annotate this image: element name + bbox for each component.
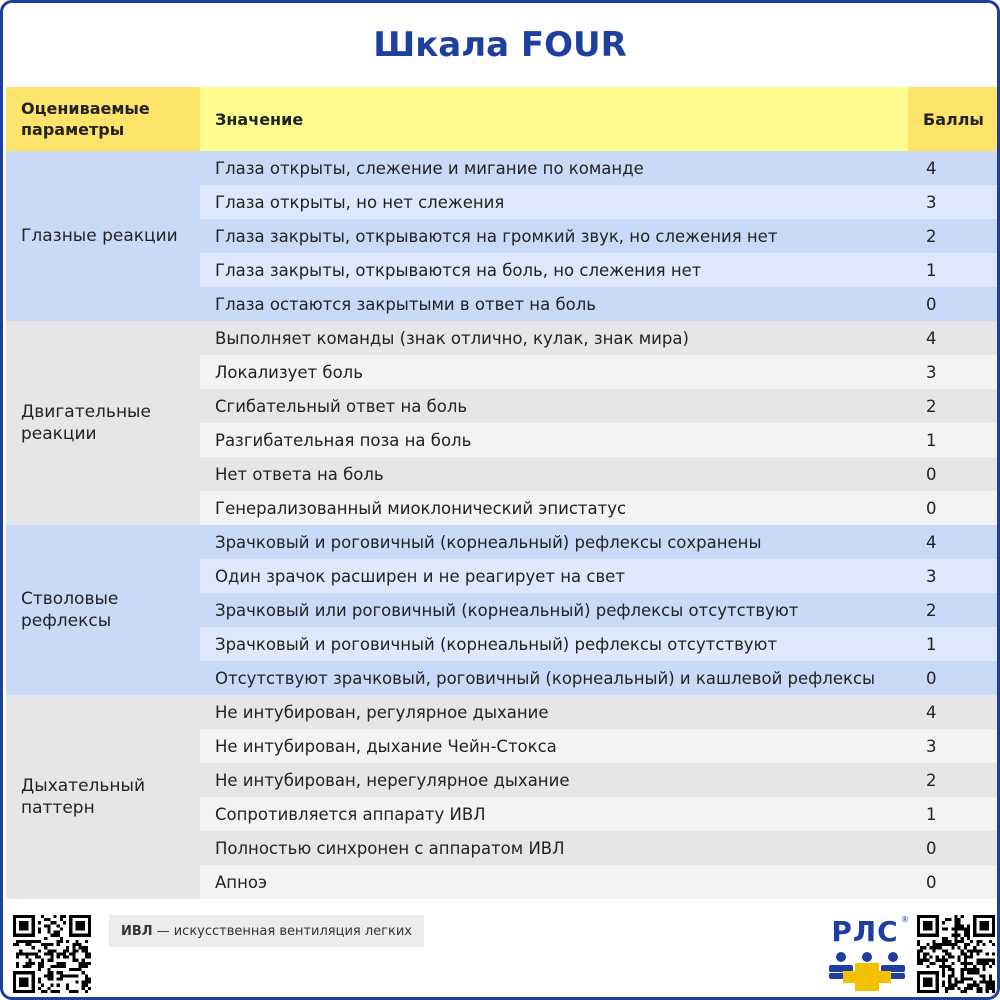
score-cell: 1 — [908, 423, 1000, 457]
score-cell: 4 — [908, 321, 1000, 355]
four-scale-table — [6, 87, 1000, 899]
score-cell: 4 — [908, 695, 1000, 729]
parameter-rows — [200, 695, 1000, 899]
logo-text: РЛС — [831, 915, 899, 948]
table-row — [200, 185, 1000, 219]
score-cell: 1 — [908, 253, 1000, 287]
value-cell: Зрачковый и роговичный (корнеальный) рефлексы сохранены — [200, 525, 908, 559]
logo-registered-mark: ® — [901, 915, 909, 924]
parameter-group — [6, 321, 1000, 525]
table-row — [200, 491, 1000, 525]
parameter-name: Глазные реакции — [6, 151, 200, 321]
table-row — [200, 151, 1000, 185]
parameter-name: Двигательные реакции — [6, 321, 200, 525]
value-cell: Разгибательная поза на боль — [200, 423, 908, 457]
table-row — [200, 763, 1000, 797]
score-cell: 0 — [908, 457, 1000, 491]
table-row — [200, 797, 1000, 831]
value-cell: Не интубирован, регулярное дыхание — [200, 695, 908, 729]
table-row — [200, 627, 1000, 661]
score-cell: 4 — [908, 151, 1000, 185]
logo-cross-icon — [827, 951, 907, 993]
value-cell: Глаза закрыты, открываются на боль, но слежения нет — [200, 253, 908, 287]
value-cell: Не интубирован, нерегулярное дыхание — [200, 763, 908, 797]
value-cell: Глаза остаются закрытыми в ответ на боль — [200, 287, 908, 321]
rls-logo — [825, 915, 909, 995]
parameter-name: Стволовые рефлексы — [6, 525, 200, 695]
value-cell: Апноэ — [200, 865, 908, 899]
parameter-group — [6, 151, 1000, 321]
table-body — [6, 151, 1000, 899]
score-cell: 0 — [908, 287, 1000, 321]
table-row — [200, 219, 1000, 253]
score-cell: 0 — [908, 491, 1000, 525]
abbreviation-note — [109, 915, 424, 947]
qr-code-icon[interactable] — [917, 915, 995, 993]
score-cell: 3 — [908, 185, 1000, 219]
score-cell: 2 — [908, 763, 1000, 797]
table-row — [200, 457, 1000, 491]
score-cell: 2 — [908, 219, 1000, 253]
table-header — [6, 87, 1000, 151]
table-row — [200, 695, 1000, 729]
header-value: Значение — [200, 87, 908, 151]
table-row — [200, 321, 1000, 355]
parameter-group — [6, 695, 1000, 899]
table-row — [200, 389, 1000, 423]
value-cell: Генерализованный миоклонический эпистатус — [200, 491, 908, 525]
table-row — [200, 525, 1000, 559]
value-cell: Локализует боль — [200, 355, 908, 389]
score-cell: 1 — [908, 797, 1000, 831]
value-cell: Глаза закрыты, открываются на громкий звук, но слежения нет — [200, 219, 908, 253]
table-row — [200, 423, 1000, 457]
value-cell: Глаза открыты, слежение и мигание по команде — [200, 151, 908, 185]
value-cell: Нет ответа на боль — [200, 457, 908, 491]
footer — [3, 901, 997, 1000]
value-cell: Сгибательный ответ на боль — [200, 389, 908, 423]
score-cell: 3 — [908, 729, 1000, 763]
score-cell: 0 — [908, 661, 1000, 695]
parameter-group — [6, 525, 1000, 695]
score-cell: 0 — [908, 831, 1000, 865]
value-cell: Выполняет команды (знак отлично, кулак, знак мира) — [200, 321, 908, 355]
value-cell: Зрачковый и роговичный (корнеальный) рефлексы отсутствуют — [200, 627, 908, 661]
abbreviation: ИВЛ — [121, 923, 153, 939]
value-cell: Глаза открыты, но нет слежения — [200, 185, 908, 219]
score-cell: 0 — [908, 865, 1000, 899]
score-cell: 3 — [908, 355, 1000, 389]
header-param: Оцениваемые параметры — [6, 87, 200, 151]
table-row — [200, 355, 1000, 389]
table-row — [200, 865, 1000, 899]
score-cell: 3 — [908, 559, 1000, 593]
value-cell: Зрачковый или роговичный (корнеальный) рефлексы отсутствуют — [200, 593, 908, 627]
table-row — [200, 287, 1000, 321]
value-cell: Сопротивляется аппарату ИВЛ — [200, 797, 908, 831]
value-cell: Полностью синхронен с аппаратом ИВЛ — [200, 831, 908, 865]
table-row — [200, 253, 1000, 287]
qr-code-icon[interactable] — [13, 915, 91, 993]
table-row — [200, 593, 1000, 627]
table-row — [200, 729, 1000, 763]
parameter-name: Дыхательный паттерн — [6, 695, 200, 899]
value-cell: Отсутствуют зрачковый, роговичный (корнеальный) и кашлевой рефлексы — [200, 661, 908, 695]
table-row — [200, 831, 1000, 865]
table-row — [200, 661, 1000, 695]
value-cell: Один зрачок расширен и не реагирует на свет — [200, 559, 908, 593]
header-score: Баллы — [908, 87, 1000, 151]
parameter-rows — [200, 525, 1000, 695]
parameter-rows — [200, 151, 1000, 321]
score-cell: 2 — [908, 593, 1000, 627]
score-cell: 2 — [908, 389, 1000, 423]
value-cell: Не интубирован, дыхание Чейн-Стокса — [200, 729, 908, 763]
score-cell: 1 — [908, 627, 1000, 661]
page-title: Шкала FOUR — [373, 25, 627, 65]
parameter-rows — [200, 321, 1000, 525]
score-cell: 4 — [908, 525, 1000, 559]
abbreviation-definition: — искусственная вентиляция легких — [156, 923, 413, 939]
table-row — [200, 559, 1000, 593]
